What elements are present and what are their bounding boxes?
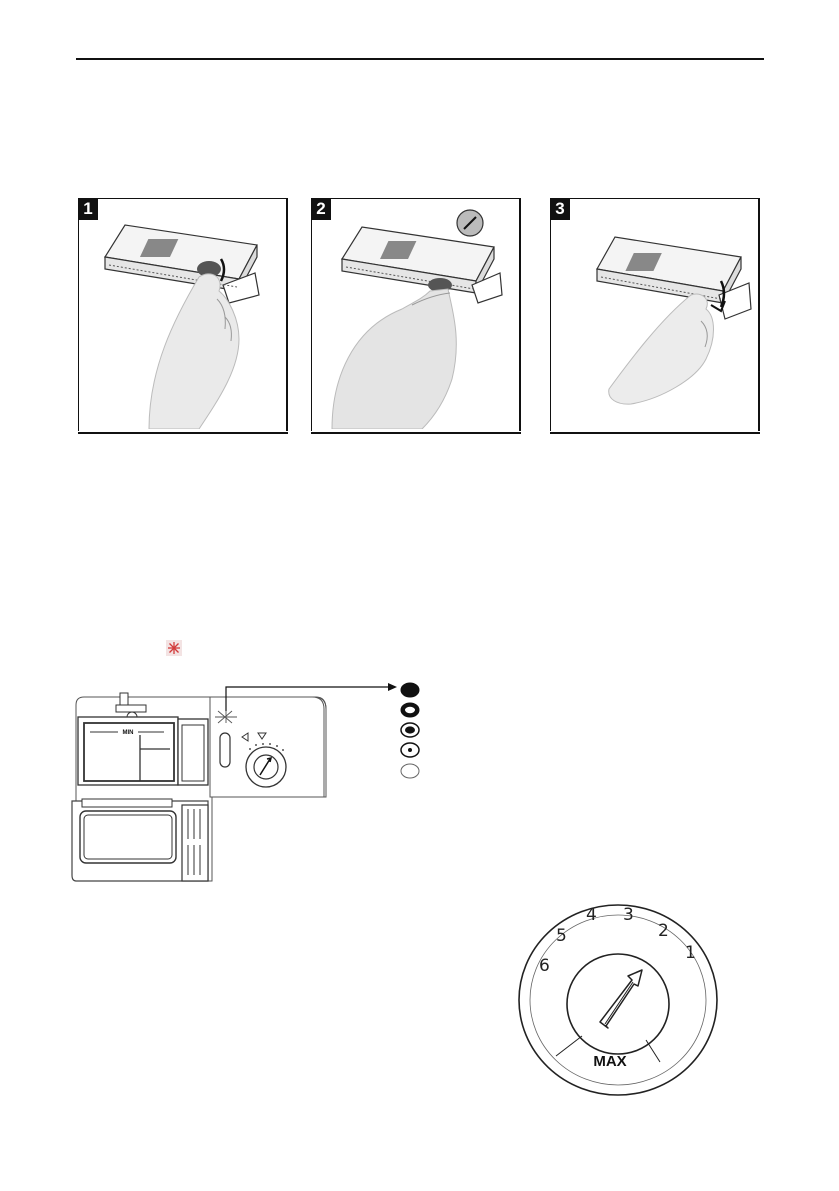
dial-number: 4 [586,905,597,925]
level-three-quarter-icon [401,703,419,717]
dial-number: 2 [658,921,669,941]
step-number-badge: 1 [78,198,98,220]
pour-rinse-aid-illustration [312,199,517,429]
level-indicators [396,680,426,782]
dispenser-diagram [70,675,400,887]
step-3-panel [550,198,760,434]
step-1-panel [78,198,288,434]
dial-number: 5 [556,926,567,946]
rinse-aid-warning-icon [166,640,182,656]
level-half-icon [401,723,419,737]
dial-number: 1 [685,943,696,963]
level-empty-icon [401,764,419,778]
step-number-badge: 3 [550,198,570,220]
dial-number: 6 [539,956,550,976]
level-quarter-icon [401,743,419,757]
press-open-cap-illustration [79,199,284,429]
step-number-badge: 2 [311,198,331,220]
step-2-panel [311,198,521,434]
close-cap-illustration [551,199,756,429]
rinse-aid-dial [512,898,724,1098]
max-label: MAX [593,1053,627,1070]
dial-number: 3 [623,905,634,925]
top-rule [76,58,764,60]
min-label: MIN [122,730,134,736]
level-full-icon [401,683,419,697]
